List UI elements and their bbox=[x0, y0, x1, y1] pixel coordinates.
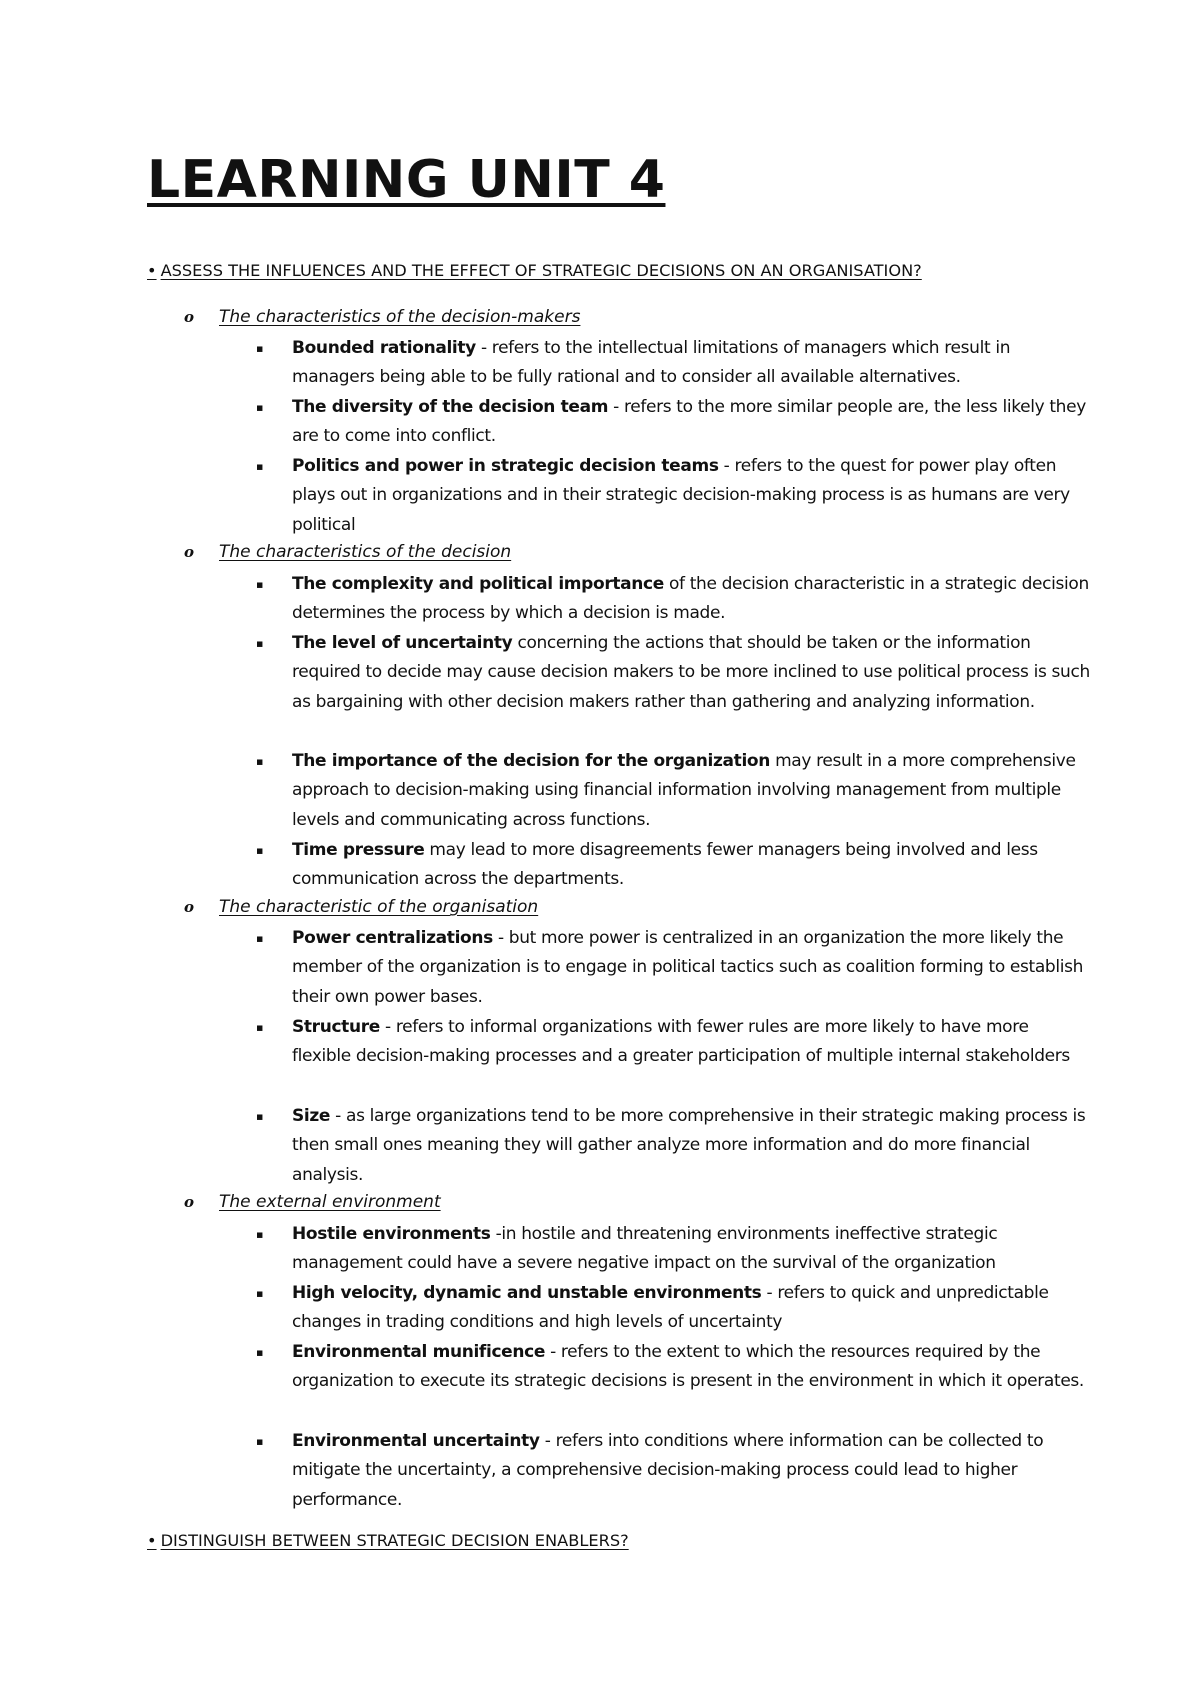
list-item-term: Power centralizations bbox=[292, 928, 493, 948]
list-item-text: - but more power is centralized in an organization the more likely the member of the organization is to engage in political tactics such as coalition forming to establish their own power bases. bbox=[292, 928, 1084, 1007]
square-bullet: ▪ bbox=[256, 460, 264, 473]
square-bullet: ▪ bbox=[256, 1346, 264, 1359]
list-item-term: Bounded rationality bbox=[292, 338, 476, 358]
list-item-text: - refers into conditions where information can be collected to mitigate the uncertainty, a comprehensive decision-making process could lead to higher performance. bbox=[292, 1431, 1044, 1510]
list-item-body bbox=[292, 1338, 1092, 1397]
list-item-term: Politics and power in strategic decision teams bbox=[292, 456, 719, 476]
list-item-text: - refers to the intellectual limitations of managers which result in managers being able to be fully rational and to consider all available alternatives. bbox=[292, 338, 1011, 388]
list-item-body bbox=[292, 629, 1092, 717]
subsection-marker: o bbox=[184, 543, 195, 561]
list-item-text: - refers to the more similar people are, the less likely they are to come into conflict. bbox=[292, 397, 1086, 447]
list-item-term: Environmental munificence bbox=[292, 1342, 546, 1362]
section-bullet: • bbox=[147, 1531, 157, 1550]
subsection-heading bbox=[184, 306, 580, 328]
list-item-term: Hostile environments bbox=[292, 1224, 491, 1244]
list-item-body bbox=[292, 924, 1092, 1012]
list-item-body bbox=[292, 452, 1092, 540]
list-item-term: The importance of the decision for the organization bbox=[292, 751, 771, 771]
list-item-text: may lead to more disagreements fewer managers being involved and less communication across the departments. bbox=[292, 840, 1038, 890]
section-bullet: • bbox=[147, 261, 157, 280]
section-heading-text: DISTINGUISH BETWEEN STRATEGIC DECISION ENABLERS? bbox=[160, 1531, 629, 1550]
subsection-heading-text: The characteristic of the organisation bbox=[219, 897, 539, 917]
subsection-heading-text: The external environment bbox=[219, 1192, 441, 1212]
section-heading-text: ASSESS THE INFLUENCES AND THE EFFECT OF STRATEGIC DECISIONS ON AN ORGANISATION? bbox=[160, 261, 922, 280]
list-item-body bbox=[292, 1013, 1092, 1072]
subsection-marker: o bbox=[184, 1193, 195, 1211]
subsection-heading bbox=[184, 541, 511, 563]
square-bullet: ▪ bbox=[256, 844, 264, 857]
square-bullet: ▪ bbox=[256, 401, 264, 414]
subsection-heading-text: The characteristics of the decision bbox=[219, 542, 512, 562]
list-item-term: The complexity and political importance bbox=[292, 574, 664, 594]
list-item-body bbox=[292, 1220, 1092, 1279]
list-item-term: Structure bbox=[292, 1017, 380, 1037]
subsection-marker: o bbox=[184, 898, 195, 916]
list-item-term: Environmental uncertainty bbox=[292, 1431, 540, 1451]
square-bullet: ▪ bbox=[256, 342, 264, 355]
list-item-body bbox=[292, 836, 1092, 895]
list-item-term: High velocity, dynamic and unstable environments bbox=[292, 1283, 762, 1303]
subsection-heading bbox=[184, 896, 538, 918]
square-bullet: ▪ bbox=[256, 755, 264, 768]
square-bullet: ▪ bbox=[256, 1287, 264, 1300]
square-bullet: ▪ bbox=[256, 578, 264, 591]
subsection-marker: o bbox=[184, 308, 195, 326]
list-item-text: -in hostile and threatening environments ineffective strategic management could have a severe negative impact on the survival of the organization bbox=[292, 1224, 998, 1274]
list-item-term: Size bbox=[292, 1106, 331, 1126]
list-item-text: concerning the actions that should be taken or the information required to decide may cause decision makers to be more inclined to use political process is such as bargaining with other decision makers rather than gathering and analyzing information. bbox=[292, 633, 1090, 712]
square-bullet: ▪ bbox=[256, 1228, 264, 1241]
list-item-text: - refers to informal organizations with fewer rules are more likely to have more flexible decision-making processes and a greater participation of multiple internal stakeholders bbox=[292, 1017, 1070, 1067]
square-bullet: ▪ bbox=[256, 637, 264, 650]
square-bullet: ▪ bbox=[256, 1110, 264, 1123]
list-item-body bbox=[292, 1102, 1092, 1190]
list-item-text: - as large organizations tend to be more comprehensive in their strategic making process is then small ones meaning they will gather analyze more information and do more financial analysis. bbox=[292, 1106, 1086, 1185]
square-bullet: ▪ bbox=[256, 932, 264, 945]
section-heading bbox=[147, 1530, 629, 1552]
subsection-heading bbox=[184, 1191, 441, 1213]
list-item-body bbox=[292, 747, 1092, 835]
list-item-body bbox=[292, 334, 1092, 393]
subsection-heading-text: The characteristics of the decision-makers bbox=[219, 307, 581, 327]
list-item-text: - refers to quick and unpredictable changes in trading conditions and high levels of uncertainty bbox=[292, 1283, 1049, 1333]
list-item-term: The diversity of the decision team bbox=[292, 397, 609, 417]
list-item-body bbox=[292, 393, 1092, 452]
list-item-body bbox=[292, 1279, 1092, 1338]
list-item-text: - refers to the quest for power play often plays out in organizations and in their strategic decision-making process is as humans are very political bbox=[292, 456, 1070, 535]
square-bullet: ▪ bbox=[256, 1021, 264, 1034]
list-item-term: The level of uncertainty bbox=[292, 633, 513, 653]
list-item-term: Time pressure bbox=[292, 840, 425, 860]
list-item-body bbox=[292, 570, 1092, 629]
list-item-text: may result in a more comprehensive approach to decision-making using financial information involving management from multiple levels and communicating across functions. bbox=[292, 751, 1076, 830]
square-bullet: ▪ bbox=[256, 1435, 264, 1448]
list-item-text: - refers to the extent to which the resources required by the organization to execute its strategic decisions is present in the environment in which it operates. bbox=[292, 1342, 1084, 1392]
section-heading bbox=[147, 260, 922, 282]
list-item-body bbox=[292, 1427, 1092, 1515]
list-item-text: of the decision characteristic in a strategic decision determines the process by which a decision is made. bbox=[292, 574, 1089, 624]
page-title: LEARNING UNIT 4 bbox=[147, 150, 666, 210]
